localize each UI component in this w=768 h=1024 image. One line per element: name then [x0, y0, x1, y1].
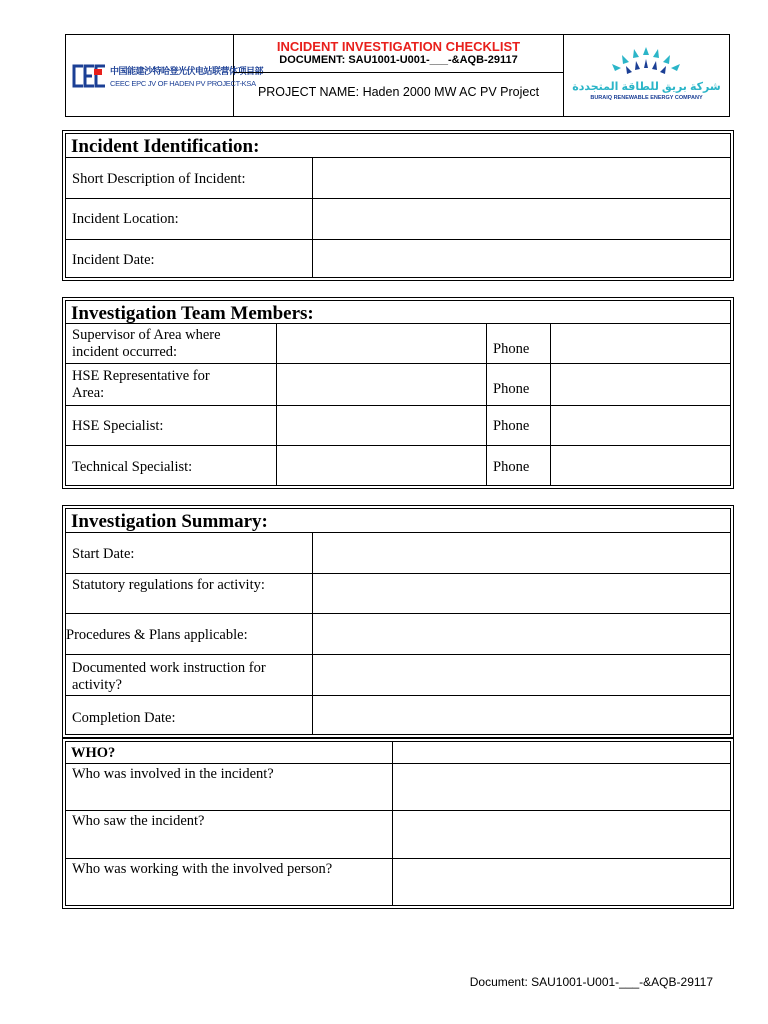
- supervisor-label-line2: incident occurred:: [72, 344, 178, 360]
- who-saw-label: Who saw the incident?: [72, 813, 205, 829]
- who-working-with-label: Who was working with the involved person?: [72, 861, 333, 877]
- statutory-regulations-label: Statutory regulations for activity:: [72, 577, 265, 593]
- ceec-logo-english-text: CEEC EPC JV OF HADEN PV PROJECT-KSA: [110, 79, 256, 88]
- statutory-regulations-field[interactable]: [313, 574, 730, 613]
- completion-date-field[interactable]: [313, 696, 730, 734]
- document-number: DOCUMENT: SAU1001-U001-___-&AQB-29117: [279, 54, 518, 66]
- who-title: WHO?: [71, 745, 116, 761]
- document-title-text: INCIDENT INVESTIGATION CHECKLIST: [276, 39, 521, 54]
- who-section: [62, 738, 734, 909]
- project-name: PROJECT NAME: Haden 2000 MW AC PV Project: [257, 85, 540, 99]
- who-working-with-field[interactable]: [393, 859, 730, 905]
- technical-specialist-label: Technical Specialist:: [72, 459, 193, 475]
- hse-representative-name-field[interactable]: [277, 364, 486, 405]
- start-date-label: Start Date:: [72, 546, 135, 562]
- document-title: [234, 35, 563, 73]
- who-involved-label: Who was involved in the incident?: [72, 766, 274, 782]
- buraiq-logo: [564, 35, 729, 116]
- hse-specialist-label: HSE Specialist:: [72, 418, 164, 434]
- phone-label: Phone: [493, 381, 530, 397]
- buraiq-logo-english-text: BURAIQ RENEWABLE ENERGY COMPANY: [590, 95, 703, 101]
- hse-representative-phone-field[interactable]: [551, 364, 730, 405]
- header-center: [234, 35, 564, 116]
- completion-date-label: Completion Date:: [72, 710, 176, 726]
- supervisor-name-field[interactable]: [277, 324, 486, 363]
- hse-specialist-phone-field[interactable]: [551, 406, 730, 445]
- hse-specialist-name-field[interactable]: [277, 406, 486, 445]
- hse-representative-label: [72, 368, 210, 402]
- section-title: Incident Identification:: [71, 136, 260, 157]
- phone-label: Phone: [493, 418, 530, 434]
- who-involved-field[interactable]: [393, 764, 730, 810]
- footer-document-number: Document: SAU1001-U001-___-&AQB-29117: [469, 975, 713, 989]
- ceec-logo-chinese-text: 中国能建沙特哈登光伏电站联营体项目部: [110, 66, 264, 76]
- short-description-field[interactable]: [313, 158, 730, 198]
- work-instruction-field[interactable]: [313, 655, 730, 695]
- ceec-logo: [66, 35, 264, 116]
- incident-location-label: Incident Location:: [72, 211, 179, 227]
- work-instruction-label-line1: Documented work instruction for: [72, 660, 266, 676]
- short-description-label: Short Description of Incident:: [72, 171, 246, 187]
- supervisor-label: [72, 327, 221, 361]
- investigation-team-section: [62, 297, 734, 489]
- incident-date-field[interactable]: [313, 240, 730, 277]
- phone-label: Phone: [493, 459, 530, 475]
- work-instruction-label: [72, 660, 266, 694]
- supervisor-phone-field[interactable]: [551, 324, 730, 363]
- technical-specialist-phone-field[interactable]: [551, 446, 730, 485]
- incident-location-field[interactable]: [313, 199, 730, 239]
- section-title: Investigation Summary:: [71, 511, 268, 532]
- document-header: [65, 34, 730, 117]
- work-instruction-label-line2: activity?: [72, 677, 122, 693]
- start-date-field[interactable]: [313, 533, 730, 573]
- section-title: Investigation Team Members:: [71, 303, 314, 324]
- who-saw-field[interactable]: [393, 811, 730, 858]
- buraiq-logo-arabic-text: شركة بريق للطاقة المتجددة: [572, 81, 721, 93]
- procedures-plans-field[interactable]: [313, 614, 730, 654]
- phone-label: Phone: [493, 341, 530, 357]
- procedures-plans-label: Procedures & Plans applicable:: [66, 627, 248, 643]
- technical-specialist-name-field[interactable]: [277, 446, 486, 485]
- incident-date-label: Incident Date:: [72, 252, 155, 268]
- supervisor-label-line1: Supervisor of Area where: [72, 327, 221, 343]
- incident-identification-section: [62, 130, 734, 281]
- buraiq-logo-icon: [564, 35, 729, 116]
- hse-representative-label-line1: HSE Representative for: [72, 368, 210, 384]
- investigation-summary-section: [62, 505, 734, 738]
- hse-representative-label-line2: Area:: [72, 385, 105, 401]
